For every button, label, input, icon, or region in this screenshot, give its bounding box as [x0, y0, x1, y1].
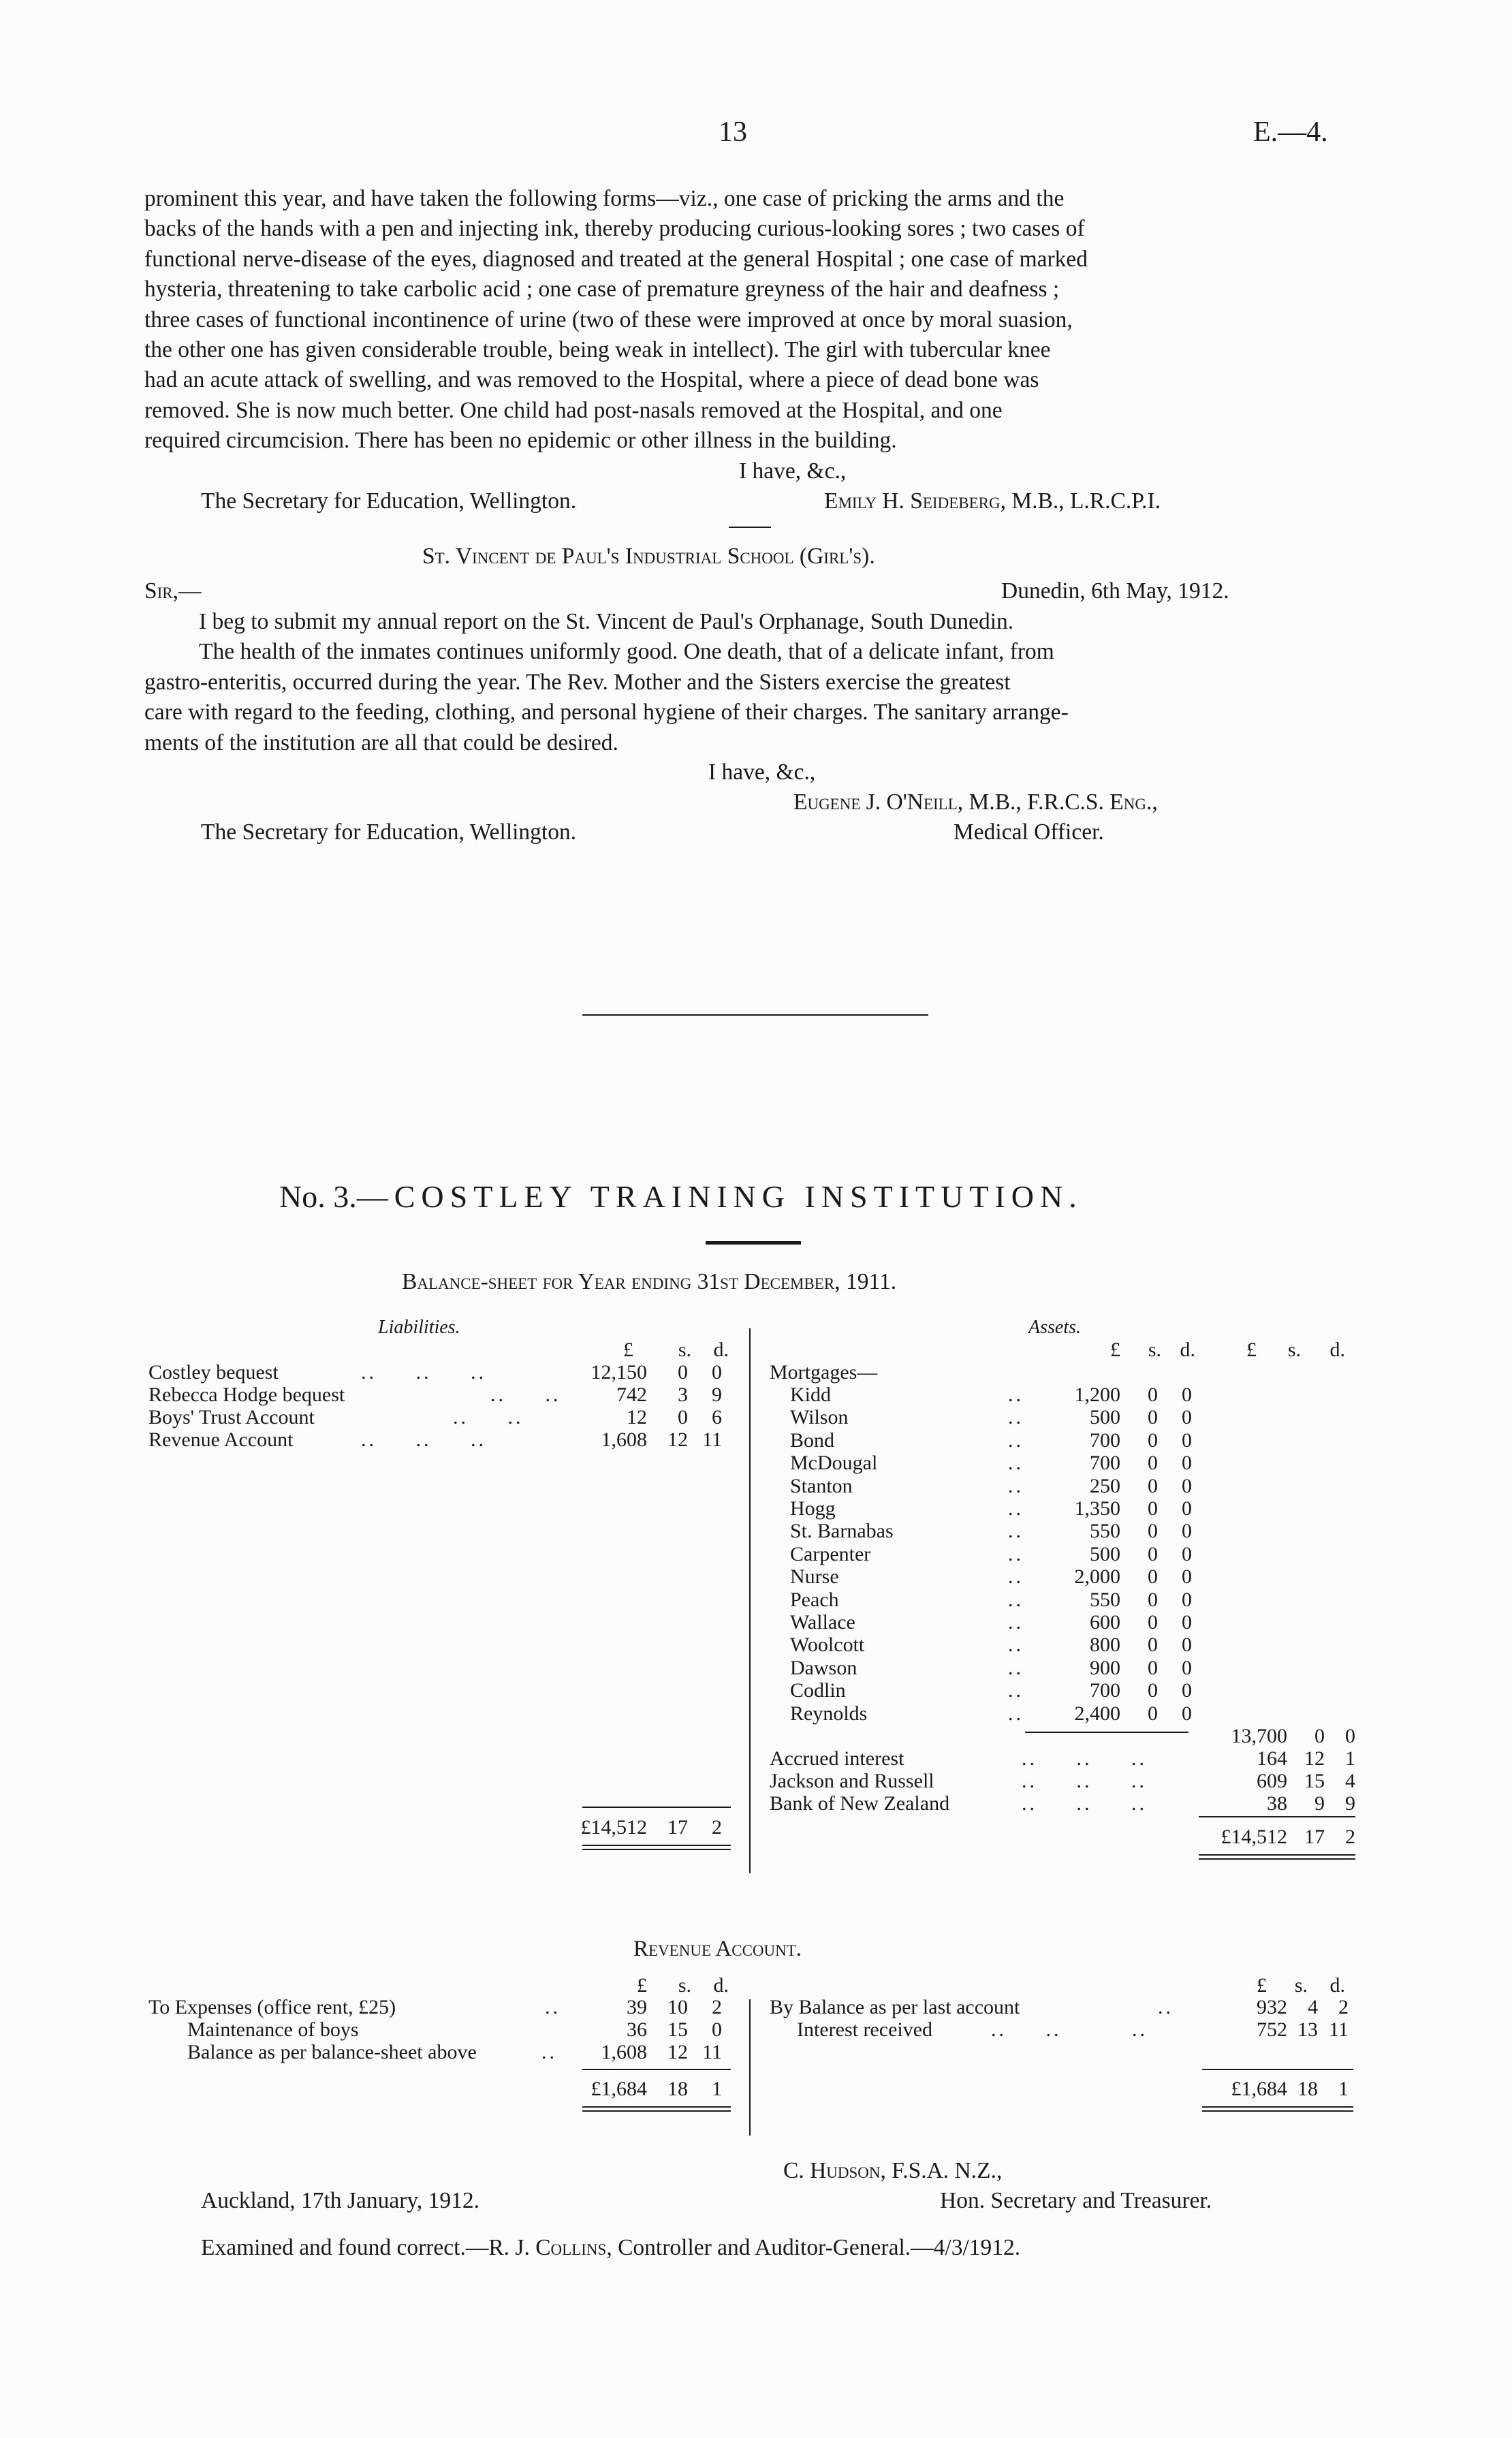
- liabilities-double-rule: [582, 1845, 731, 1846]
- revenue-center-divider: [749, 1999, 751, 2136]
- liabilities-total-shillings: 17: [667, 1816, 688, 1839]
- debit-pounds: 36: [627, 2018, 647, 2041]
- mortgage-pounds: 2,400: [1074, 1702, 1120, 1725]
- credit-shillings: 13: [1297, 2018, 1318, 2041]
- asset-label: Jackson and Russell: [770, 1770, 934, 1792]
- report2-salutation: Sir,—: [144, 578, 202, 604]
- mortgage-label: Codlin: [790, 1679, 846, 1702]
- liability-shillings: 3: [678, 1384, 688, 1406]
- liability-label: Revenue Account: [148, 1428, 294, 1451]
- report2-signature-title: Medical Officer.: [954, 819, 1104, 845]
- mortgage-pence: 0: [1182, 1634, 1192, 1657]
- mortgage-pence: 0: [1182, 1656, 1192, 1679]
- mortgage-pence: 0: [1182, 1474, 1192, 1497]
- col-header-pounds: £: [1246, 1339, 1257, 1361]
- assets-double-rule: [1199, 1858, 1355, 1860]
- asset-pounds: 609: [1257, 1770, 1287, 1792]
- assets-total-pounds: £14,512: [1220, 1826, 1287, 1848]
- mortgage-label: Wilson: [790, 1406, 849, 1429]
- report2-addressee: The Secretary for Education, Wellington.: [201, 819, 577, 845]
- report1-line: required circumcision. There has been no epidemic or other illness in the building.: [144, 428, 897, 454]
- mortgage-pounds: 600: [1090, 1611, 1120, 1634]
- leader-dots: ..: [545, 1996, 561, 2018]
- mortgages-label: Mortgages—: [770, 1361, 878, 1384]
- liabilities-total-pounds: £14,512: [580, 1816, 647, 1839]
- col-header-pounds: £: [1257, 1974, 1267, 1997]
- leader-dots: ..: [1008, 1656, 1024, 1679]
- report2-line: The health of the inmates continues uniformly good. One death, that of a delicate infant, from: [199, 639, 1054, 664]
- liability-pounds: 12,150: [590, 1361, 647, 1384]
- liability-label: Costley bequest: [148, 1361, 279, 1384]
- leader-dots: ..: [1008, 1565, 1024, 1589]
- leader-dots: ..: [1008, 1497, 1024, 1520]
- asset-shillings: 12: [1304, 1747, 1325, 1770]
- col-header-shillings: s.: [678, 1974, 691, 1997]
- leader-dots: .. .. ..: [1022, 1792, 1147, 1815]
- debit-label: Balance as per balance-sheet above: [187, 2041, 477, 2063]
- debit-pounds: 39: [627, 1996, 647, 2018]
- mortgage-shillings: 0: [1148, 1474, 1158, 1497]
- audit-note-suffix: , Controller and Auditor-General.—4/3/1912.: [606, 2235, 1021, 2260]
- leader-dots: ..: [1008, 1406, 1024, 1429]
- leader-dots: ..: [1158, 1996, 1174, 2018]
- mortgage-shillings: 0: [1148, 1611, 1158, 1634]
- debit-pounds: 1,608: [601, 2041, 647, 2063]
- col-header-pounds: £: [637, 1974, 647, 1997]
- report1-line: backs of the hands with a pen and injecting ink, thereby producing curious-looking sores ; two cases of: [144, 216, 1085, 242]
- leader-dots: .. .. ..: [1022, 1770, 1147, 1792]
- liability-pence: 11: [702, 1428, 722, 1451]
- mortgage-pounds: 700: [1090, 1679, 1120, 1702]
- debit-pence: 0: [712, 2018, 722, 2041]
- place-date: Auckland, 17th January, 1912.: [201, 2188, 480, 2213]
- liability-label: Rebecca Hodge bequest: [148, 1384, 345, 1406]
- mortgage-label: McDougal: [790, 1452, 878, 1475]
- report1-line: prominent this year, and have taken the following forms—viz., one case of pricking the arms and the: [144, 186, 1065, 211]
- document-reference: E.—4.: [1253, 116, 1328, 148]
- report2-signature-text: Eugene J. O'Neill, M.B., F.R.C.S. Eng.,: [793, 790, 1158, 815]
- balance-sheet-title: Balance-sheet for Year ending 31st December, 1911.: [402, 1269, 897, 1294]
- mortgage-pence: 0: [1182, 1542, 1192, 1565]
- report1-line: functional nerve-disease of the eyes, diagnosed and treated at the general Hospital ; one case of marked: [144, 246, 1088, 272]
- mortgage-pence: 0: [1182, 1702, 1192, 1725]
- mortgage-pounds: 2,000: [1074, 1565, 1120, 1589]
- signer-title: Hon. Secretary and Treasurer.: [940, 2188, 1212, 2213]
- report1-line: the other one has given considerable trouble, being weak in intellect). The girl with tubercular knee: [144, 337, 1051, 363]
- liability-pence: 0: [712, 1361, 722, 1384]
- section-number: No. 3.: [279, 1179, 357, 1214]
- asset-shillings: 15: [1304, 1770, 1325, 1792]
- mortgage-shillings: 0: [1148, 1656, 1158, 1679]
- report1-line: three cases of functional incontinence of urine (two of these were improved at once by moral suasion,: [144, 307, 1073, 332]
- mortgage-shillings: 0: [1148, 1406, 1158, 1429]
- mortgage-label: Peach: [790, 1588, 839, 1611]
- mortgage-label: St. Barnabas: [790, 1520, 894, 1543]
- report2-line: gastro-enteritis, occurred during the year. The Rev. Mother and the Sisters exercise the greatest: [144, 670, 1011, 695]
- leader-dots: ..: [1008, 1520, 1024, 1543]
- col-header-shillings: s.: [1294, 1974, 1308, 1997]
- liability-pounds: 12: [627, 1406, 647, 1428]
- page-divider: [582, 1014, 928, 1016]
- asset-label: Accrued interest: [770, 1747, 904, 1770]
- leader-dots: ..: [1008, 1702, 1024, 1725]
- report1-signature: Emily H. Seideberg, M.B., L.R.C.P.I.: [824, 488, 1161, 514]
- debits-total-pounds: £1,684: [590, 2078, 647, 2100]
- treasurer-signature: C. Hudson, F.S.A. N.Z.,: [783, 2158, 1003, 2183]
- report1-line: had an acute attack of swelling, and was removed to the Hospital, where a piece of dead bone was: [144, 367, 1039, 393]
- col-header-shillings: s.: [678, 1339, 691, 1361]
- report2-signature: [793, 787, 1158, 817]
- mortgage-pounds: 700: [1090, 1452, 1120, 1475]
- mortgage-label: Stanton: [790, 1474, 853, 1497]
- mortgage-label: Woolcott: [790, 1634, 865, 1657]
- liability-shillings: 0: [678, 1406, 688, 1428]
- leader-dots: ..: [1008, 1542, 1024, 1565]
- mortgage-label: Kidd: [790, 1384, 831, 1406]
- section-title: [279, 1178, 1083, 1215]
- mortgages-total-pence: 0: [1345, 1725, 1355, 1747]
- mortgage-pence: 0: [1182, 1520, 1192, 1543]
- assets-heading: Assets.: [1028, 1317, 1081, 1338]
- report2-closing: I have, &c.,: [708, 760, 816, 785]
- credit-label: Interest received: [797, 2018, 933, 2041]
- col-header-pence: d.: [713, 1974, 729, 1997]
- liability-label: Boys' Trust Account: [148, 1406, 315, 1428]
- credit-pounds: 752: [1257, 2018, 1287, 2041]
- report2-line: care with regard to the feeding, clothing, and personal hygiene of their charges. The sanitary arrange-: [144, 700, 1069, 725]
- mortgage-label: Wallace: [790, 1611, 855, 1634]
- title-underline: [706, 1241, 801, 1245]
- assets-total-pence: 2: [1345, 1826, 1355, 1848]
- liability-pence: 9: [712, 1384, 722, 1406]
- report2-line: ments of the institution are all that could be desired.: [144, 730, 618, 755]
- mortgage-pence: 0: [1182, 1588, 1192, 1611]
- audit-note-prefix: Examined and found correct.—R. J.: [201, 2235, 536, 2260]
- col-header-pence: d.: [1180, 1339, 1195, 1361]
- leader-dots: ..: [1008, 1634, 1024, 1657]
- liabilities-total-pence: 2: [712, 1816, 722, 1839]
- mortgage-shillings: 0: [1148, 1428, 1158, 1452]
- mortgages-total-shillings: 0: [1314, 1725, 1325, 1747]
- audit-note: [201, 2233, 1020, 2263]
- mortgage-shillings: 0: [1148, 1452, 1158, 1475]
- mortgages-total-pounds: 13,700: [1231, 1725, 1287, 1747]
- mortgage-pounds: 250: [1090, 1474, 1120, 1497]
- debit-pence: 11: [702, 2041, 722, 2063]
- mortgage-pounds: 500: [1090, 1406, 1120, 1429]
- report2-line: I beg to submit my annual report on the St. Vincent de Paul's Orphanage, South Dunedin.: [199, 609, 1014, 634]
- mortgage-pence: 0: [1182, 1565, 1192, 1589]
- mortgage-shillings: 0: [1148, 1679, 1158, 1702]
- mortgage-label: Carpenter: [790, 1542, 871, 1565]
- credit-pence: 2: [1338, 1996, 1349, 2018]
- mortgage-pounds: 500: [1090, 1542, 1120, 1565]
- asset-pence: 1: [1345, 1747, 1355, 1770]
- asset-label: Bank of New Zealand: [770, 1792, 950, 1815]
- credits-double-rule: [1202, 2110, 1353, 2112]
- mortgage-label: Nurse: [790, 1565, 839, 1589]
- revenue-account-title: Revenue Account.: [633, 1937, 802, 1961]
- report1-addressee: The Secretary for Education, Wellington.: [201, 488, 577, 514]
- mortgage-pence: 0: [1182, 1679, 1192, 1702]
- credit-shillings: 4: [1308, 1996, 1318, 2018]
- mortgage-pence: 0: [1182, 1452, 1192, 1475]
- leader-dots: .. ..: [453, 1406, 524, 1428]
- mortgage-shillings: 0: [1148, 1384, 1158, 1406]
- leader-dots: .. .. ..: [361, 1361, 486, 1384]
- debit-label: To Expenses (office rent, £25): [148, 1996, 396, 2018]
- debit-shillings: 15: [667, 2018, 688, 2041]
- credits-total-pence: 1: [1338, 2078, 1349, 2100]
- mortgage-label: Dawson: [790, 1656, 857, 1679]
- mortgage-pounds: 1,200: [1074, 1384, 1120, 1406]
- leader-dots: ..: [1008, 1452, 1024, 1475]
- debit-shillings: 12: [667, 2041, 688, 2063]
- mortgage-pounds: 700: [1090, 1428, 1120, 1452]
- leader-dots: ..: [1008, 1474, 1024, 1497]
- section-name: —COSTLEY TRAINING INSTITUTION.: [356, 1179, 1083, 1214]
- mortgage-pence: 0: [1182, 1497, 1192, 1520]
- credits-double-rule: [1202, 2106, 1353, 2108]
- debits-total-rule: [582, 2069, 731, 2070]
- leader-dots: .. .. ..: [1022, 1747, 1147, 1770]
- leader-dots: .. .. ..: [991, 2018, 1148, 2041]
- mortgage-shillings: 0: [1148, 1497, 1158, 1520]
- liabilities-total-rule: [582, 1807, 731, 1808]
- report1-line: hysteria, threatening to take carbolic acid ; one case of premature greyness of the hair and deafness ;: [144, 277, 1060, 302]
- credits-total-pounds: £1,684: [1231, 2078, 1287, 2100]
- report1-body: [144, 184, 1353, 456]
- leader-dots: ..: [1008, 1588, 1024, 1611]
- liability-shillings: 0: [678, 1361, 688, 1384]
- balance-sheet-center-divider: [749, 1328, 751, 1873]
- asset-pence: 4: [1345, 1770, 1355, 1792]
- asset-pounds: 164: [1257, 1747, 1287, 1770]
- liability-pounds: 742: [616, 1384, 647, 1406]
- liability-pounds: 1,608: [601, 1428, 647, 1451]
- mortgage-shillings: 0: [1148, 1520, 1158, 1543]
- mortgage-pence: 0: [1182, 1428, 1192, 1452]
- leader-dots: ..: [541, 2041, 557, 2063]
- assets-double-rule: [1199, 1854, 1355, 1856]
- credit-pounds: 932: [1257, 1996, 1287, 2018]
- mortgage-pounds: 900: [1090, 1656, 1120, 1679]
- liability-pence: 6: [712, 1406, 722, 1428]
- mortgage-pence: 0: [1182, 1384, 1192, 1406]
- col-header-shillings: s.: [1148, 1339, 1161, 1361]
- debits-total-pence: 1: [712, 2078, 722, 2100]
- mortgage-label: Reynolds: [790, 1702, 868, 1725]
- debit-label: Maintenance of boys: [187, 2018, 359, 2041]
- leader-dots: ..: [1008, 1611, 1024, 1634]
- col-header-pence: d.: [1329, 1339, 1345, 1361]
- credit-label: By Balance as per last account: [770, 1996, 1020, 2018]
- leader-dots: ..: [1008, 1679, 1024, 1702]
- mortgage-shillings: 0: [1148, 1565, 1158, 1589]
- assets-total-rule: [1199, 1816, 1355, 1817]
- page-number: 13: [719, 116, 747, 148]
- mortgage-shillings: 0: [1148, 1702, 1158, 1725]
- mortgages-subtotal-rule: [1025, 1732, 1188, 1733]
- leader-dots: ..: [1008, 1384, 1024, 1406]
- col-header-shillings: s.: [1287, 1339, 1301, 1361]
- debit-shillings: 10: [667, 1996, 688, 2018]
- debits-double-rule: [582, 2110, 731, 2112]
- liability-shillings: 12: [667, 1428, 688, 1451]
- mortgage-pence: 0: [1182, 1611, 1192, 1634]
- credits-total-rule: [1202, 2069, 1353, 2070]
- mortgage-pounds: 550: [1090, 1588, 1120, 1611]
- credit-pence: 11: [1329, 2018, 1349, 2041]
- report2-place-date: Dunedin, 6th May, 1912.: [1001, 578, 1229, 604]
- debit-pence: 2: [712, 1996, 722, 2018]
- mortgage-label: Hogg: [790, 1497, 836, 1520]
- section-divider: [729, 527, 771, 528]
- asset-shillings: 9: [1314, 1792, 1325, 1815]
- leader-dots: .. .. ..: [361, 1428, 486, 1451]
- leader-dots: ..: [1008, 1428, 1024, 1452]
- mortgage-pounds: 800: [1090, 1634, 1120, 1657]
- liabilities-heading: Liabilities.: [378, 1317, 460, 1338]
- col-header-pounds: £: [1110, 1339, 1120, 1361]
- col-header-pounds: £: [623, 1339, 633, 1361]
- mortgage-pence: 0: [1182, 1406, 1192, 1429]
- col-header-pence: d.: [1329, 1974, 1345, 1997]
- mortgage-pounds: 1,350: [1074, 1497, 1120, 1520]
- report1-line: removed. She is now much better. One child had post-nasals removed at the Hospital, and one: [144, 397, 1003, 423]
- debits-double-rule: [582, 2106, 731, 2108]
- assets-total-shillings: 17: [1304, 1826, 1325, 1848]
- report2-title: St. Vincent de Paul's Industrial School (Girl's).: [422, 544, 875, 569]
- mortgage-pounds: 550: [1090, 1520, 1120, 1543]
- mortgage-shillings: 0: [1148, 1588, 1158, 1611]
- mortgage-label: Bond: [790, 1428, 835, 1452]
- leader-dots: .. ..: [490, 1384, 561, 1406]
- debits-total-shillings: 18: [667, 2078, 688, 2100]
- auditor-name: Collins: [535, 2235, 607, 2260]
- mortgage-shillings: 0: [1148, 1542, 1158, 1565]
- credits-total-shillings: 18: [1297, 2078, 1318, 2100]
- mortgage-shillings: 0: [1148, 1634, 1158, 1657]
- asset-pence: 9: [1345, 1792, 1355, 1815]
- report1-closing: I have, &c.,: [739, 458, 847, 484]
- liabilities-double-rule: [582, 1849, 731, 1850]
- col-header-pence: d.: [713, 1339, 729, 1361]
- asset-pounds: 38: [1267, 1792, 1287, 1815]
